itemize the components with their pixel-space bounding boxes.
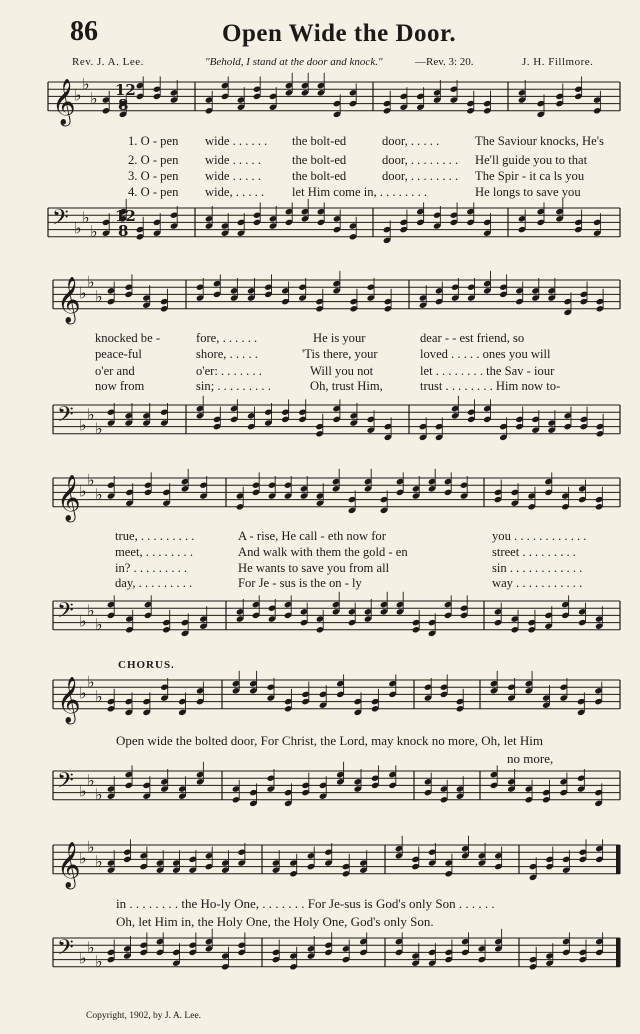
svg-text:♭: ♭ <box>87 272 95 292</box>
svg-text:♭: ♭ <box>79 848 87 868</box>
svg-text:♭: ♭ <box>79 683 87 703</box>
svg-text:𝄞: 𝄞 <box>57 676 81 723</box>
svg-text:♭: ♭ <box>79 481 87 501</box>
svg-text:♭: ♭ <box>79 415 87 435</box>
chorus-line-2-tenor: in . . . . . . . . the Ho-ly One, . . . . . . . For Je-sus is God's only Son . . . . . . <box>116 896 495 911</box>
svg-text:♭: ♭ <box>74 218 82 238</box>
copyright-notice: Copyright, 1902, by J. A. Lee. <box>86 1011 202 1021</box>
svg-text:♭: ♭ <box>79 283 87 303</box>
scripture-reference: —Rev. 3: 20. <box>415 56 474 68</box>
chorus-line-1-alto: no more, <box>507 751 554 766</box>
svg-text:12: 12 <box>115 207 136 225</box>
svg-text:𝄢: 𝄢 <box>57 402 74 433</box>
svg-text:♭: ♭ <box>87 770 95 790</box>
svg-text:♭: ♭ <box>79 948 87 968</box>
svg-text:𝄞: 𝄞 <box>57 276 81 323</box>
svg-text:♭: ♭ <box>79 611 87 631</box>
svg-text:𝄢: 𝄢 <box>57 768 74 799</box>
svg-text:♭: ♭ <box>95 852 103 871</box>
svg-text:♭: ♭ <box>95 785 103 805</box>
scripture-quote: "Behold, I stand at the door and knock." <box>205 56 383 68</box>
svg-text:8: 8 <box>118 96 129 114</box>
svg-text:♭: ♭ <box>95 952 103 972</box>
svg-text:♭: ♭ <box>95 287 103 306</box>
chorus-line-1: Open wide the bolted door, For Christ, the Lord, may knock no more, Oh, let Him <box>116 733 543 748</box>
svg-text:12: 12 <box>115 81 136 99</box>
svg-text:♭: ♭ <box>90 89 98 108</box>
svg-text:♭: ♭ <box>87 470 95 490</box>
svg-text:𝄢: 𝄢 <box>57 935 74 966</box>
svg-text:♭: ♭ <box>87 404 95 424</box>
svg-text:♭: ♭ <box>95 419 103 439</box>
svg-text:𝄞: 𝄞 <box>57 841 81 888</box>
chorus-label: CHORUS. <box>118 659 175 671</box>
svg-text:𝄞: 𝄞 <box>57 474 81 521</box>
svg-text:♭: ♭ <box>82 207 90 227</box>
svg-text:♭: ♭ <box>90 222 98 242</box>
svg-text:♭: ♭ <box>87 837 95 857</box>
svg-text:♭: ♭ <box>82 74 90 94</box>
svg-text:♭: ♭ <box>95 485 103 504</box>
author-credit: Rev. J. A. Lee. <box>72 56 144 68</box>
svg-text:♭: ♭ <box>87 937 95 957</box>
svg-text:♭: ♭ <box>95 615 103 635</box>
svg-text:♭: ♭ <box>79 781 87 801</box>
composer-credit: J. H. Fillmore. <box>522 56 594 68</box>
svg-text:𝄞: 𝄞 <box>52 78 76 125</box>
svg-text:8: 8 <box>118 222 129 240</box>
svg-text:♭: ♭ <box>87 672 95 692</box>
svg-text:♭: ♭ <box>74 85 82 105</box>
svg-text:♭: ♭ <box>95 687 103 706</box>
svg-text:𝄢: 𝄢 <box>52 205 69 236</box>
hymn-title: Open Wide the Door. <box>222 20 457 47</box>
svg-text:𝄢: 𝄢 <box>57 598 74 629</box>
chorus-line-2: Oh, let Him in, the Holy One, the Holy One, God's only Son. <box>116 914 434 929</box>
svg-text:♭: ♭ <box>87 600 95 620</box>
hymn-number: 86 <box>70 16 98 47</box>
